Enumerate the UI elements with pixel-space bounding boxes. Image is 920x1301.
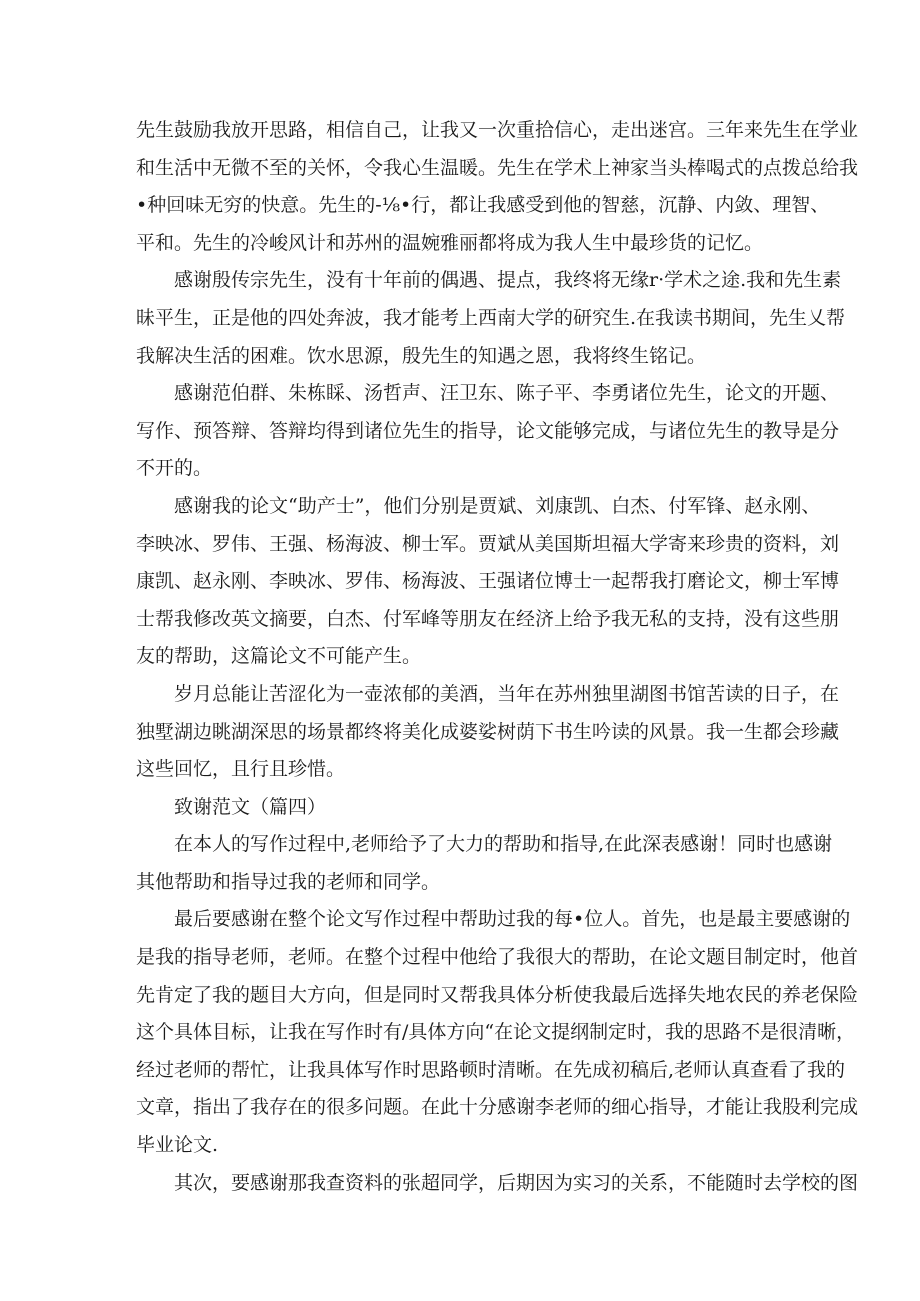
paragraph bbox=[136, 488, 840, 676]
paragraph bbox=[136, 112, 859, 262]
text-line: 最后要感谢在整个论文写作过程中帮助过我的每•位人。首先，也是最主要感谢的 bbox=[174, 908, 851, 931]
text-line: 经过老师的帮忙，让我具体写作时思路顿时清晰。在先成初稿后,老师认真查看了我的 bbox=[136, 1058, 846, 1081]
text-line: 这个具体目标，让我在写作时有/具体方向“在论文提纲制定时，我的思路不是很清晰， bbox=[136, 1021, 856, 1044]
paragraph bbox=[136, 676, 840, 789]
paragraph bbox=[136, 826, 833, 901]
text-line: 不开的。 bbox=[136, 457, 213, 480]
paragraph bbox=[136, 1165, 859, 1203]
text-line: 先肯定了我的题目大方向，但是同时又帮我具体分析使我最后选择失地农民的养老保险 bbox=[136, 983, 859, 1006]
text-line: 友的帮助，这篇论文不可能产生。 bbox=[136, 645, 422, 668]
text-line: 平和。先生的冷峻风计和苏州的温婉雅丽都将成为我人生中最珍货的记忆。 bbox=[136, 231, 764, 254]
heading-line: 致谢范文（篇四） bbox=[174, 795, 327, 818]
text-line: 和生活中无微不至的关怀，令我心生温暖。先生在学术上神家当头棒喝式的点拨总给我 bbox=[136, 156, 859, 179]
text-line: 昧平生，正是他的四处奔波，我才能考上西南大学的研究生.在我读书期间，先生乂帮 bbox=[136, 306, 846, 329]
text-line: 感谢范伯群、朱栋睬、汤哲声、汪卫东、陈子平、李勇诸位先生，论文的开题、 bbox=[174, 382, 840, 405]
text-line: 感谢我的论文“助产士”，他们分别是贾斌、刘康凯、白杰、付军锋、赵永刚、 bbox=[174, 494, 821, 517]
text-line: 其次，要感谢那我查资料的张超同学，后期因为实习的关系，不能随时去学校的图 bbox=[174, 1171, 859, 1194]
section-heading bbox=[136, 789, 796, 827]
paragraph bbox=[136, 375, 840, 488]
text-line: 是我的指导老师，老师。在整个过程中他给了我很大的帮助，在论文题目制定时，他首 bbox=[136, 946, 859, 969]
text-line: 士帮我修改英文摘要，白杰、付军峰等朋友在经济上给予我无私的支持，没有这些朋 bbox=[136, 607, 840, 630]
text-line: 这些回忆，且行且珍惜。 bbox=[136, 758, 346, 781]
text-line: 文章，指出了我存在的很多问题。在此十分感谢李老师的细心指导，才能让我股利完成 bbox=[136, 1096, 859, 1119]
text-line: 毕业论文. bbox=[136, 1134, 219, 1157]
text-line: 李映冰、罗伟、王强、杨海波、柳士军。贾斌从美国斯坦福大学寄来珍贵的资料，刘 bbox=[136, 532, 840, 555]
text-line: 独墅湖边眺湖深思的场景都终将美化成婆娑树荫下书生吟读的风景。我一生都会珍藏 bbox=[136, 720, 840, 743]
text-line: 康凯、赵永刚、李映冰、罗伟、杨海波、王强诸位博士一起帮我打磨论文，柳士军博 bbox=[136, 570, 840, 593]
text-line: 在本人的写作过程中,老师给予了大力的帮助和指导,在此深表感谢！同时也感谢 bbox=[174, 833, 833, 856]
text-line: •种回味无穷的快意。先生的-⅛•行，都让我感受到他的智慈，沉静、内敛、理智、 bbox=[136, 194, 830, 217]
text-line: 感谢殷传宗先生，没有十年前的偶遇、提点，我终将无缘r·学术之途.我和先生素 bbox=[174, 269, 842, 292]
paragraph bbox=[136, 262, 846, 375]
text-line: 先生鼓励我放开思路，相信自己，让我又一次重拾信心，走出迷宫。三年来先生在学业 bbox=[136, 119, 859, 141]
text-line: 岁月总能让苦涩化为一壶浓郁的美酒，当年在苏州独里湖图书馆苦读的日子，在 bbox=[174, 682, 840, 705]
text-line: 我解决生活的困难。饮水思源，殷先生的知遇之恩，我将终生铭记。 bbox=[136, 344, 707, 367]
text-line: 写作、预答辩、答辩均得到诸位先生的指导，论文能够完成，与诸位先生的教导是分 bbox=[136, 419, 840, 442]
text-line: 其他帮助和指导过我的老师和同学。 bbox=[136, 870, 441, 893]
document-body bbox=[136, 112, 859, 1202]
paragraph bbox=[136, 901, 859, 1164]
